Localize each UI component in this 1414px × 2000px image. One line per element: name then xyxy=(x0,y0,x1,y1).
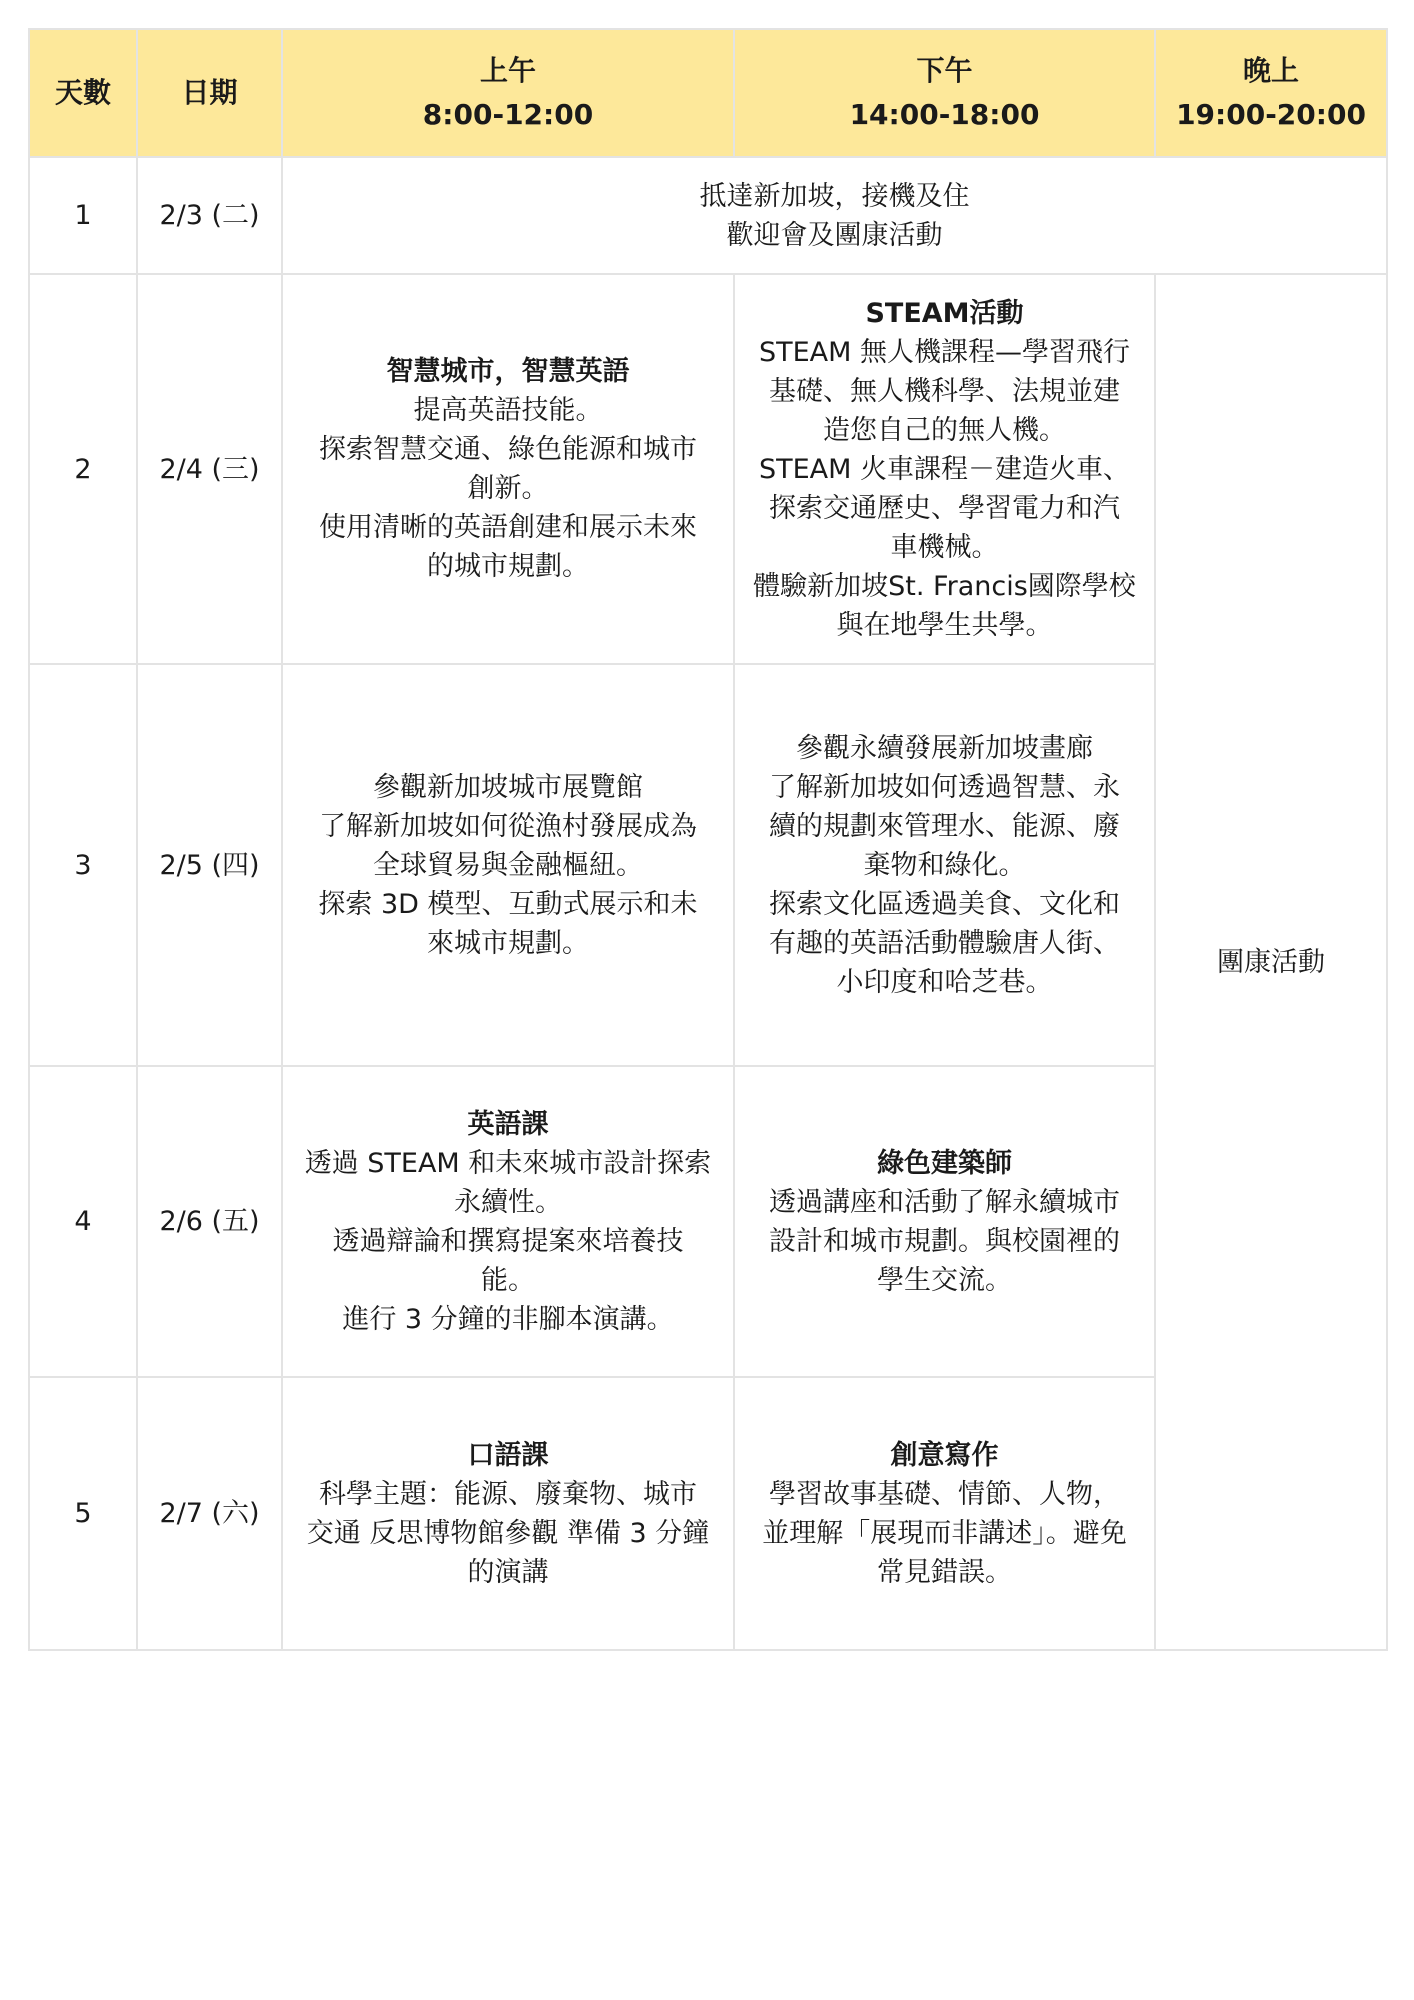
cell-line: 的城市規劃。 xyxy=(427,551,589,582)
cell-line: 參觀新加坡城市展覽館 xyxy=(373,771,643,803)
cell-line: STEAM 火車課程－建造火車、 xyxy=(758,453,1131,485)
cell-line: 探索交通歷史、學習電力和汽 xyxy=(769,492,1120,524)
morning-cell xyxy=(282,274,734,664)
cell-line: 的演講 xyxy=(467,1556,549,1588)
cell-line: 透過講座和活動了解永續城市 xyxy=(769,1186,1120,1218)
cell-line: 常見錯誤。 xyxy=(877,1556,1012,1588)
cell-line: 來城市規劃。 xyxy=(427,927,589,959)
day-number: 4 xyxy=(29,1066,137,1377)
cell-title: 口語課 xyxy=(467,1439,549,1471)
day-date: 2/5 (四) xyxy=(137,664,282,1066)
header-afternoon xyxy=(734,29,1155,157)
header-afternoon-label: 下午 xyxy=(916,54,973,87)
cell-line: 創新。 xyxy=(467,473,549,504)
cell-line: 全球貿易與金融樞紐。 xyxy=(373,849,643,881)
header-evening xyxy=(1155,29,1387,157)
evening-merged-cell: 團康活動 xyxy=(1155,274,1387,1650)
arrival-merged-cell xyxy=(282,157,1387,274)
cell-line: 並理解「展現而非講述」。避免 xyxy=(762,1517,1127,1549)
cell-line: 透過 STEAM 和未來城市設計探索 xyxy=(304,1147,712,1179)
cell-line: 了解新加坡如何從漁村發展成為 xyxy=(319,810,697,842)
cell-line: 探索智慧交通、綠色能源和城市 xyxy=(319,434,697,465)
cell-line: 了解新加坡如何透過智慧、永 xyxy=(769,771,1120,803)
day-date: 2/4 (三) xyxy=(137,274,282,664)
cell-line: 進行 3 分鐘的非腳本演講。 xyxy=(342,1303,674,1335)
afternoon-cell xyxy=(734,1377,1155,1650)
day-number: 5 xyxy=(29,1377,137,1650)
table-row xyxy=(29,157,1387,274)
cell-title: 智慧城市，智慧英語 xyxy=(386,356,630,387)
cell-line: 續的規劃來管理水、能源、廢 xyxy=(769,810,1120,842)
cell-line: 參觀永續發展新加坡畫廊 xyxy=(796,732,1093,764)
header-morning-label: 上午 xyxy=(479,54,536,87)
cell-line: 造您自己的無人機。 xyxy=(823,414,1066,446)
cell-line: 設計和城市規劃。與校園裡的 xyxy=(769,1225,1120,1257)
day-number: 3 xyxy=(29,664,137,1066)
header-afternoon-time: 14:00-18:00 xyxy=(849,98,1040,131)
day-date: 2/7 (六) xyxy=(137,1377,282,1650)
header-morning xyxy=(282,29,734,157)
header-morning-time: 8:00-12:00 xyxy=(422,98,594,131)
cell-line: 能。 xyxy=(481,1264,535,1296)
cell-title: 綠色建築師 xyxy=(877,1147,1012,1179)
cell-line: STEAM 無人機課程—學習飛行 xyxy=(758,336,1131,368)
table-row xyxy=(29,274,1387,664)
cell-line: 棄物和綠化。 xyxy=(863,849,1026,881)
cell-line: 有趣的英語活動體驗唐人街、 xyxy=(769,927,1120,959)
cell-title: 英語課 xyxy=(467,1108,549,1140)
cell-line: 學習故事基礎、情節、人物， xyxy=(769,1478,1120,1510)
cell-title: 創意寫作 xyxy=(890,1439,999,1471)
cell-line: 基礎、無人機科學、法規並建 xyxy=(769,375,1120,407)
cell-line: 使用清晰的英語創建和展示未來 xyxy=(319,512,697,543)
morning-cell xyxy=(282,1066,734,1377)
day-number: 2 xyxy=(29,274,137,664)
header-date: 日期 xyxy=(137,29,282,157)
cell-line: 永續性。 xyxy=(454,1186,562,1218)
afternoon-cell xyxy=(734,274,1155,664)
cell-line: 交通 反思博物館參觀 準備 3 分鐘 xyxy=(306,1517,710,1549)
cell-line: 體驗新加坡St. Francis國際學校 xyxy=(753,570,1136,602)
header-row xyxy=(29,29,1387,157)
header-evening-time: 19:00-20:00 xyxy=(1176,98,1366,131)
cell-line: 車機械。 xyxy=(890,531,999,563)
cell-title: STEAM活動 xyxy=(865,297,1024,329)
day-date: 2/6 (五) xyxy=(137,1066,282,1377)
schedule-table xyxy=(28,28,1388,1651)
cell-line: 探索 3D 模型、互動式展示和未 xyxy=(318,888,698,920)
cell-line: 歡迎會及團康活動 xyxy=(726,219,943,251)
cell-line: 學生交流。 xyxy=(877,1264,1012,1296)
morning-cell xyxy=(282,1377,734,1650)
cell-line: 抵達新加坡，接機及住 xyxy=(699,180,970,212)
header-evening-label: 晚上 xyxy=(1242,54,1299,87)
day-number: 1 xyxy=(29,157,137,274)
header-day: 天數 xyxy=(29,29,137,157)
cell-line: 科學主題：能源、廢棄物、城市 xyxy=(319,1478,697,1510)
cell-line: 提高英語技能。 xyxy=(413,395,603,426)
afternoon-cell xyxy=(734,664,1155,1066)
morning-cell xyxy=(282,664,734,1066)
cell-line: 探索文化區透過美食、文化和 xyxy=(769,888,1120,920)
afternoon-cell xyxy=(734,1066,1155,1377)
cell-line: 與在地學生共學。 xyxy=(836,609,1053,641)
cell-line: 小印度和哈芝巷。 xyxy=(836,966,1053,998)
cell-line: 透過辯論和撰寫提案來培養技 xyxy=(332,1225,684,1257)
day-date: 2/3 (二) xyxy=(137,157,282,274)
